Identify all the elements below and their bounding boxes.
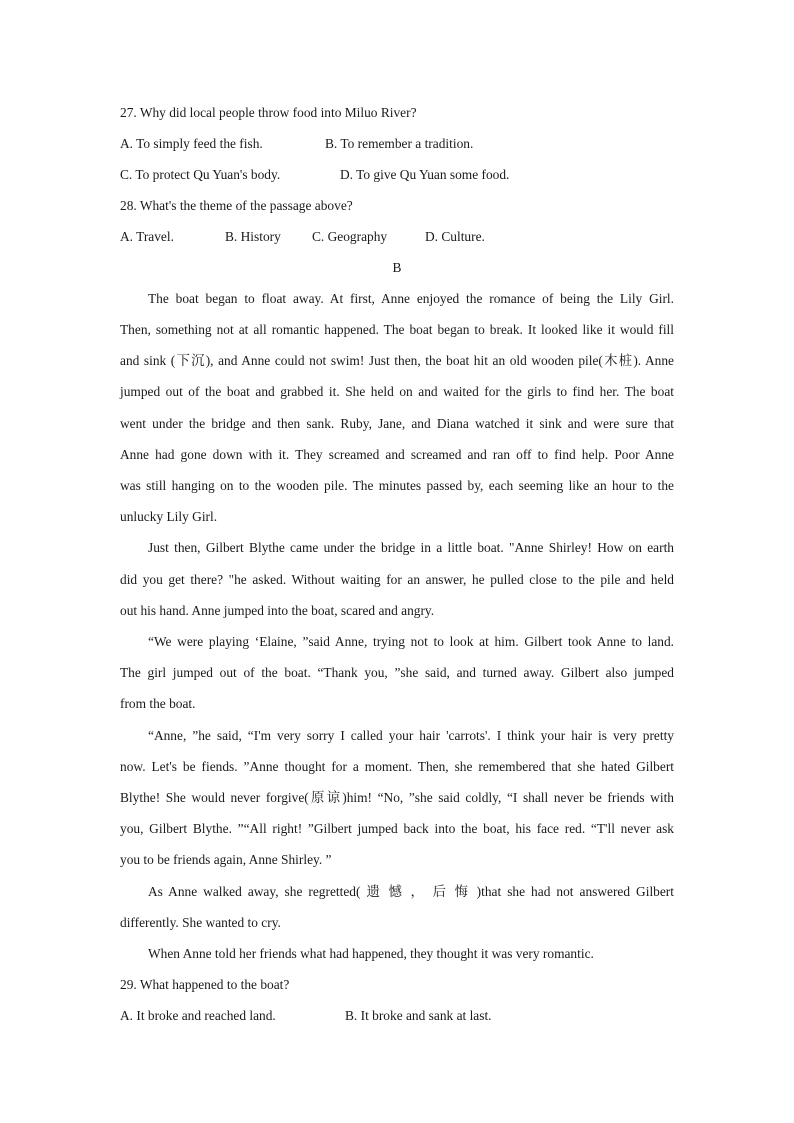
passage-line: The girl jumped out of the boat. “Thank you, ”she said, and turned away. Gilbert also jumped <box>120 665 674 680</box>
passage-line: The boat began to float away. At first, Anne enjoyed the romance of being the Lily Girl. <box>148 291 674 306</box>
passage-line: Just then, Gilbert Blythe came under the bridge in a little boat. "Anne Shirley! How on earth <box>148 540 674 555</box>
passage-line: As Anne walked away, she regretted( 遗 憾 ， 后 悔 )that she had not answered Gilbert <box>148 884 674 899</box>
passage-line: differently. She wanted to cry. <box>120 915 281 930</box>
question-29-options-row <box>120 1006 674 1026</box>
passage-line: from the boat. <box>120 696 196 711</box>
passage-line: Then, something not at all romantic happened. The boat began to break. It looked like it would fill <box>120 322 674 337</box>
question-28-options-row <box>120 227 674 247</box>
question-29-option-a: A. It broke and reached land. <box>120 1008 276 1023</box>
question-28-stem: 28. What's the theme of the passage above? <box>120 198 353 213</box>
question-28-option-a: A. Travel. <box>120 229 174 244</box>
passage-line: you to be friends again, Anne Shirley. ” <box>120 852 332 867</box>
passage-line: Blythe! She would never forgive(原谅)him! “No, ”she said coldly, “I shall never be friends with <box>120 790 674 805</box>
passage-line: “Anne, ”he said, “I'm very sorry I called your hair 'carrots'. I think your hair is very pretty <box>148 728 674 743</box>
question-27-options-row-1 <box>120 134 674 154</box>
passage-line: did you get there? "he asked. Without waiting for an answer, he pulled close to the pile and held <box>120 572 674 587</box>
passage-line: out his hand. Anne jumped into the boat, scared and angry. <box>120 603 435 618</box>
question-28-option-b: B. History <box>225 229 281 244</box>
passage-line: jumped out of the boat and grabbed it. She held on and waited for the girls to find her. The boat <box>120 384 674 399</box>
question-27-stem: 27. Why did local people throw food into Miluo River? <box>120 105 417 120</box>
question-27-option-b: B. To remember a tradition. <box>325 136 474 151</box>
passage-line: went under the bridge and then sank. Ruby, Jane, and Diana watched it sink and were sure that <box>120 416 674 431</box>
question-27-options-row-2 <box>120 165 674 185</box>
passage-line: was still hanging on to the wooden pile. The minutes passed by, each seeming like an hour to the <box>120 478 674 493</box>
passage-line: now. Let's be fiends. ”Anne thought for a moment. Then, she remembered that she hated Gilbert <box>120 759 674 774</box>
passage-line: and sink (下沉), and Anne could not swim! Just then, the boat hit an old wooden pile(木桩). Anne <box>120 353 674 368</box>
passage-line: you, Gilbert Blythe. ”“All right! ”Gilbert jumped back into the boat, his face red. “T'll never ask <box>120 821 674 836</box>
question-28-option-c: C. Geography <box>312 229 388 244</box>
question-27-option-a: A. To simply feed the fish. <box>120 136 263 151</box>
question-27-option-c: C. To protect Qu Yuan's body. <box>120 167 281 182</box>
passage-line: Anne had gone down with it. They screamed and screamed and ran off to find help. Poor Anne <box>120 447 674 462</box>
question-28-option-d: D. Culture. <box>425 229 485 244</box>
question-27-option-d: D. To give Qu Yuan some food. <box>340 167 510 182</box>
passage-line: unlucky Lily Girl. <box>120 509 218 524</box>
section-label: B <box>392 260 402 275</box>
question-29-option-b: B. It broke and sank at last. <box>345 1008 492 1023</box>
question-29-stem: 29. What happened to the boat? <box>120 977 290 992</box>
passage-line: “We were playing ‘Elaine, ”said Anne, trying not to look at him. Gilbert took Anne to land. <box>148 634 674 649</box>
passage-line: When Anne told her friends what had happened, they thought it was very romantic. <box>148 946 594 961</box>
